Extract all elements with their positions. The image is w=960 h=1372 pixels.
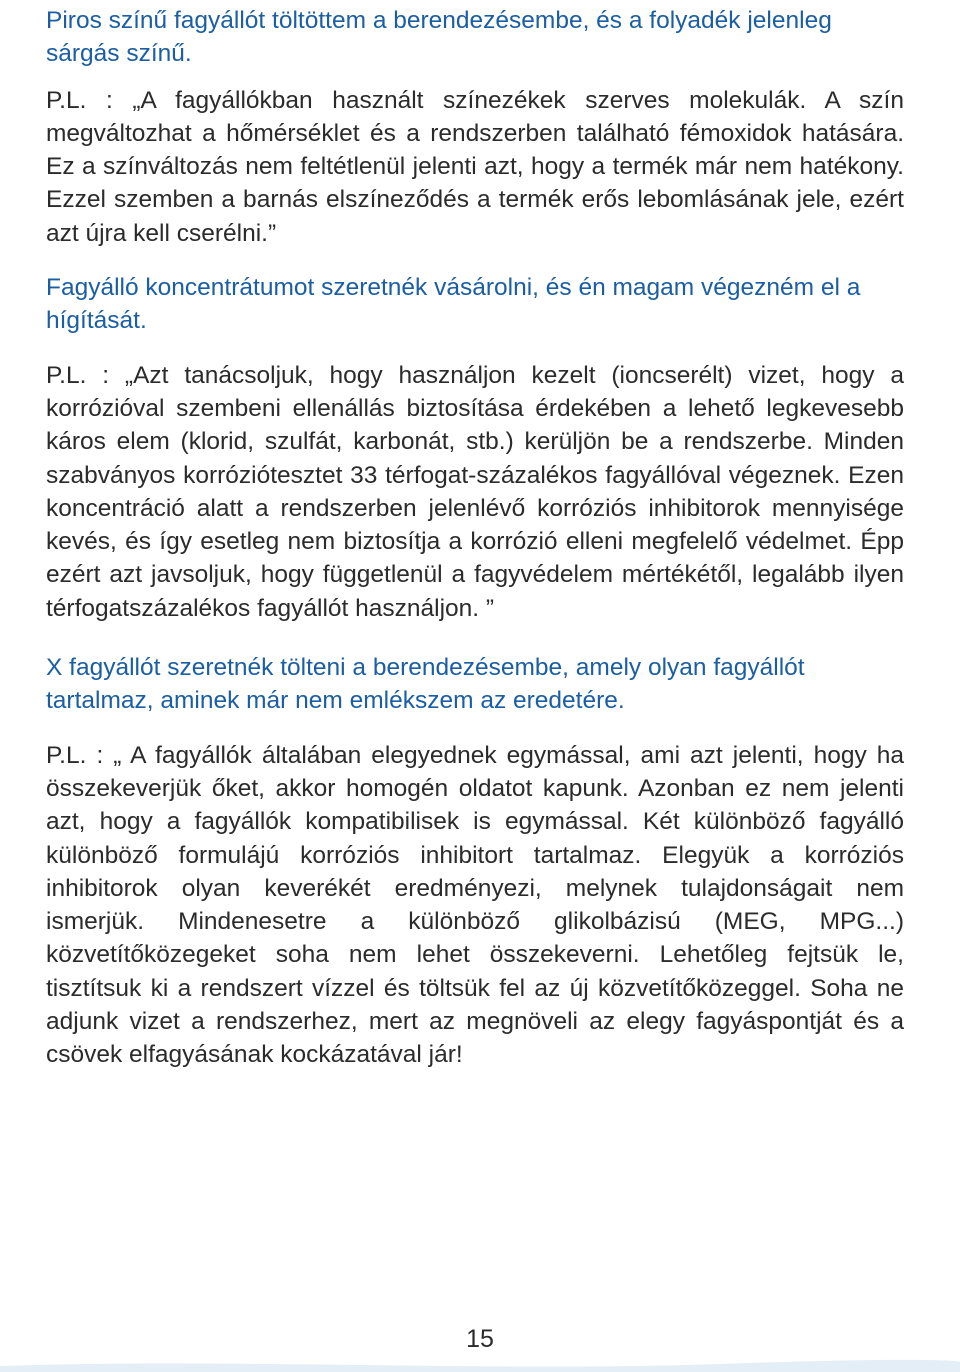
faq-answer-1: P.L. : „A fagyállókban használt színezékek szerves molekulák. A szín megváltozhat a hőmérséklet és a rendszerben található fémoxidok hatására. Ez a színváltozás nem feltétlenül jelenti azt, hogy a termék már nem hatékony. Ezzel szemben a barnás elszíneződés a termék erős lebomlásának jele, ezért azt újra kell cserélni.” xyxy=(46,86,904,247)
faq-answer-3: P.L. : „ A fagyállók általában elegyednek egymással, ami azt jelenti, hogy ha összekeverjük őket, akkor homogén oldatot kapunk. Azonban ez nem jelenti azt, hogy a fagyállók kompatibilisek is egymással. Két különböző fagyálló különböző formulájú korróziós inhibitort tartalmaz. Elegyük a korróziós inhibitorok olyan keverékét eredményezi, melynek tulajdonságait nem ismerjük. Mindenesetre a különböző glikolbázisú (MEG, MPG...) közvetítőközegeket soha nem lehet összekeverni. Lehetőleg fejtsük le, tisztítsuk ki a rendszert vízzel és töltsük fel az új közvetítőközeggel. Soha ne adjunk vizet a rendszerhez, mert az megnöveli az elegy fagyáspontját és a csövek elfagyásának kockázatával jár! xyxy=(46,741,904,1069)
faq-question-3: X fagyállót szeretnék tölteni a berendezésembe, amely olyan fagyállót tartalmaz, aminek már nem emlékszem az eredetére. xyxy=(46,654,805,715)
faq-question-2: Fagyálló koncentrátumot szeretnék vásárolni, és én magam végezném el a hígítását. xyxy=(46,274,861,335)
bottom-wave-decoration xyxy=(0,1356,960,1372)
faq-question-1: Piros színű fagyállót töltöttem a berendezésembe, és a folyadék jelenleg sárgás színű. xyxy=(46,7,832,68)
faq-answer-2: P.L. : „Azt tanácsoljuk, hogy használjon kezelt (ioncserélt) vizet, hogy a korrózióval szembeni ellenállás biztosítása érdekében a lehető legkevesebb káros elem (klorid, szulfát, karbonát, stb.) kerüljön be a rendszerbe. Minden szabványos korróziótesztet 33 térfogat-százalékos fagyállóval végeznek. Ezen koncentráció alatt a rendszerben jelenlévő korróziós inhibitorok mennyisége kevés, és így esetleg nem biztosítja a korrózió elleni megfelelő védelmet. Épp ezért azt javsoljuk, hogy függetlenül a fagyvédelem mértékétől, legalább ilyen térfogatszázalékos fagyállót használjon. ” xyxy=(46,361,904,622)
page-content xyxy=(46,4,904,1072)
page-number: 15 xyxy=(466,1325,494,1353)
